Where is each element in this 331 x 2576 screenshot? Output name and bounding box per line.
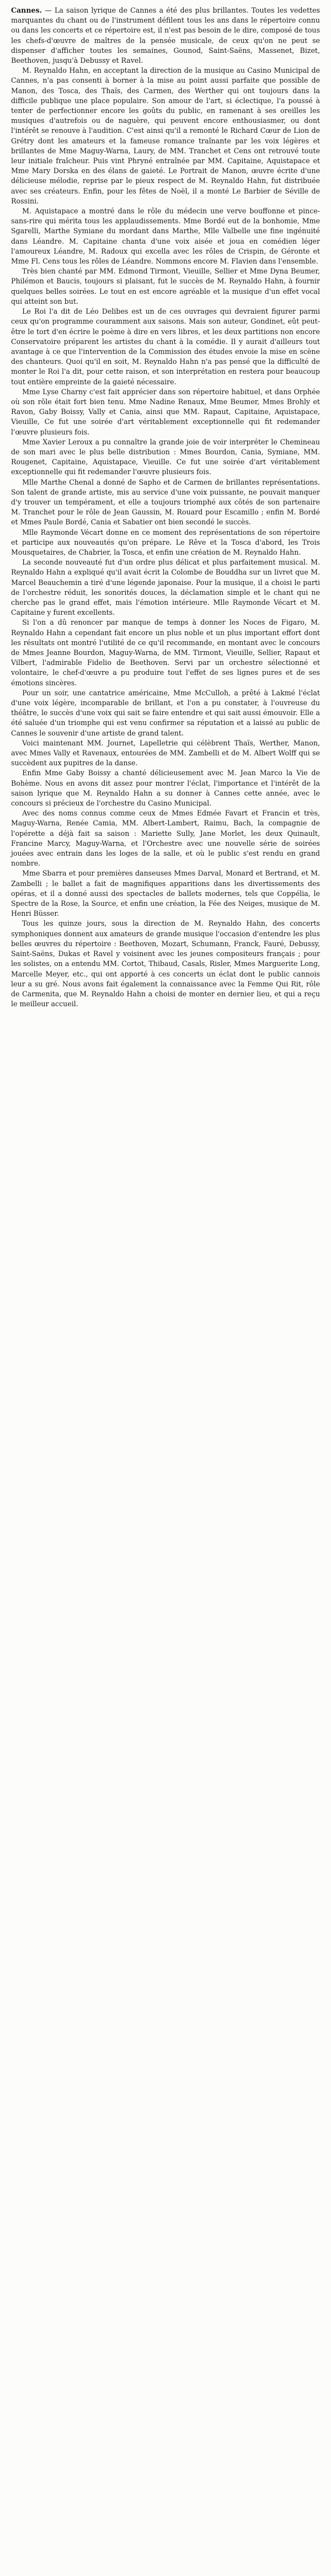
article-paragraph-14: Enfin Mme Gaby Boissy a chanté délicieusement avec M. Jean Marco la Vie de Bohème. Nous en avons dit assez pour montrer l'éclat, l'importance et l'intérêt de la saison lyrique que M. Reynaldo Hahn a su donner à Cannes cette année, avec le concours si précieux de l'orchestre du Casino Municipal.: [11, 769, 320, 808]
article-paragraph-5: Le Roi l'a dit de Léo Delibes est un de ces ouvrages qui devraient figurer parmi ceux qu'on programme couramment aux saisons. Mais son auteur, Gondinet, eût peut-être le tort d'en écrire le poème à dire en vers libres, et les deux partitions non encore Conservatoire préparent les artistes du chant à la comédie. Il y aurait d'ailleurs tout avantage à ce que l'intervention de la Commission des études envoie la mise en scène des chanteurs. Quoi qu'il en soit, M. Reynaldo Hahn n'a pas pensé que la difficulté de monter le Roi l'a dit, pour cette raison, et son interprétation en restera pour beaucoup tout entière empreinte de la gaieté nécessaire.: [11, 307, 320, 386]
article-paragraph-17: Tous les quinze jours, sous la direction de M. Reynaldo Hahn, des concerts symphoniques donnent aux amateurs de grande musique l'occasion d'entendre les plus belles œuvres du répertoire : Beethoven, Mozart, Schumann, Franck, Fauré, Debussy, Saint-Saëns, Dukas et Ravel y voisinent avec les jeunes compositeurs français ; pour les solistes, on a entendu MM. Cortot, Thibaud, Casals, Risler, Mmes Marguerite Long, Marcelle Meyer, etc., qui ont apporté à ces concerts un éclat dont le public cannois leur a su gré. Nous avons fait également la connaissance avec la Femme Qui Rit, rôle de Carmenita, que M. Reynaldo Hahn a choisi de monter en dernier lieu, et qui a reçu le meilleur accueil.: [11, 919, 320, 1008]
article-paragraph-3: M. Aquistapace a montré dans le rôle du médecin une verve bouffonne et pince-sans-rire qui mérita tous les applaudissements. Mme Bordé eut de la bonhomie, Mme Sgarelli, Marthe Symiane du mordant dans Marthe, Mlle Valbelle une fine ingénuité dans Léandre. M. Capitaine chanta d'une voix aisée et joua en comédien léger l'amoureux Léandre, M. Radoux qui excella avec les rôles de Crispin, de Géronte et Mme Fl. Cens tous les rôles de Léandre. Nommons encore M. Flavien dans l'ensemble.: [11, 207, 320, 266]
article-column: [11, 6, 320, 1009]
article-paragraph-12: Pour un soir, une cantatrice américaine, Mme McCulloh, a prêté à Lakmé l'éclat d'une voix légère, incomparable de brillant, et l'on a pu constater, à l'ouvreuse du théâtre, le succès d'une voix qui sait se faire entendre et qui sait aussi émouvoir. Elle a été saluée d'un triomphe qui est venu confirmer sa réputation et a laissé au public de Cannes le souvenir d'une artiste de grand talent.: [11, 688, 320, 737]
article-paragraph-1-text: — La saison lyrique de Cannes a été des plus brillantes. Toutes les vedettes marquantes du chant ou de l'instrument défilent tous les ans dans le répertoire connu ou dans les concerts et ce répertoire est, il n'est pas besoin de le dire, composé de tous les chefs-d'œuvre de maîtres de la pensée musicale, de ceux qu'on ne peut se dispenser d'afficher toutes les semaines, Gounod, Saint-Saëns, Massenet, Bizet, Beethoven, jusqu'à Debussy et Ravel.: [11, 6, 320, 65]
article-paragraph-10: La seconde nouveauté fut d'un ordre plus délicat et plus parfaitement musical. M. Reynaldo Hahn a expliqué qu'il avait écrit la Colombe de Bouddha sur un livret que M. Marcel Beauchemin a tiré d'une légende japonaise. Pour la musique, il a choisi le parti de l'orchestre réduit, les sonorités douces, la déclamation simple et le chant qui ne cherche pas le grand effet, mais l'émotion intérieure. Mlle Raymonde Vécart et M. Capitaine y furent excellents.: [11, 558, 320, 617]
article-paragraph-15: Avec des noms connus comme ceux de Mmes Edmée Favart et Francin et très, Maguy-Warna, Renée Camia, MM. Albert-Lambert, Raimu, Bach, la compagnie de l'opérette a déjà fait sa saison : Mariette Sully, Jane Morlet, les deux Quinault, Francine Marcy, Maguy-Warna, et l'Orchestre avec une nouvelle série de soirées jouées avec entrain dans les loges de la salle, et où le public s'est rendu en grand nombre.: [11, 809, 320, 868]
article-paragraph-4: Très bien chanté par MM. Edmond Tirmont, Vieuille, Sellier et Mme Dyna Beumer, Philémon et Baucis, toujours si plaisant, fut le succès de M. Reynaldo Hahn, à fournir quelques belles soirées. Le tout en est encore agréable et la musique d'un effet vocal qui atteint son but.: [11, 267, 320, 305]
article-paragraph-8: Mlle Marthe Chenal a donné de Sapho et de Carmen de brillantes représentations. Son talent de grande artiste, mis au service d'une voix puissante, ne pouvait manquer d'y trouver un tempérament, et elle a toujours triomphé aux côtés de son partenaire M. Tranchet pour le rôle de Jean Gaussin, M. Rouard pour Escamillo ; enfin M. Bordé et Mmes Paule Bordé, Cania et Sabatier ont bien secondé le succès.: [11, 477, 320, 527]
article-paragraph-13: Voici maintenant MM. Journet, Lapelletrie qui célèbrent Thaïs, Werther, Manon, avec Mmes Vally et Ravenaux, entourées de MM. Zambelli et de M. Albert Wolff qui se succèdent aux pupitres de la danse.: [11, 738, 320, 768]
article-paragraph-9: Mlle Raymonde Vécart donne en ce moment des représentations de son répertoire et participe aux nouveautés qu'on prépare. Le Rêve et la Tosca d'abord, les Trois Mousquetaires, de Chabrier, la Tosca, et enfin une création de M. Reynaldo Hahn.: [11, 528, 320, 556]
article-paragraph-1: [11, 6, 320, 66]
article-paragraph-16: Mme Sbarra et pour premières danseuses Mmes Darval, Monard et Bertrand, et M. Zambelli ; le ballet a fait de magnifiques apparitions dans les divertissements des opéras, et il a donné aussi des spectacles de ballets modernes, tels que Coppélia, le Spectre de la Rose, la Source, et enfin une création, la Fée des Neiges, musique de M. Henri Büsser.: [11, 869, 320, 918]
article-paragraph-6: Mme Lyse Charny c'est fait apprécier dans son répertoire habituel, et dans Orphée où son rôle était fort bien tenu. Mme Nadine Renaux, Mme Beumer, Mmes Brohly et Ravon, Gaby Boissy, Vally et Cania, ainsi que MM. Rapaut, Capitaine, Aquistapace, Vieuille, Ce fut une soirée d'art véritablement exceptionnelle qui fit redemander l'œuvre plusieurs fois.: [11, 387, 320, 436]
article-paragraph-11: Si l'on a dû renoncer par manque de temps à donner les Noces de Figaro, M. Reynaldo Hahn a cependant fait encore un plus noble et un plus important effort dont les résultats ont montré l'utilité de ce qu'il recommande, en montant avec le concours de Mmes Jeanne Bourdon, Maguy-Warna, de MM. Tirmont, Vieuille, Sellier, Rapaut et Vilbert, l'admirable Fidelio de Beethoven. Servi par un orchestre sélectionné et volontaire, le chef-d'œuvre a pu produire tout l'effet de ses lignes pures et de ses émotions sincères.: [11, 618, 320, 687]
article-paragraph-7: Mme Xavier Leroux a pu connaître la grande joie de voir interpréter le Chemineau de son mari avec le plus belle distribution : Mmes Bourdon, Cania, Symiane, MM. Rougenet, Capitaine, Aquistapace, Vieuille. Ce fut une soirée d'art véritablement exceptionnelle qui fit redemander l'œuvre plusieurs fois.: [11, 437, 320, 476]
article-lead: Cannes.: [11, 6, 42, 14]
article-paragraph-2: M. Reynaldo Hahn, en acceptant la direction de la musique au Casino Municipal de Cannes, n'a pas consenti à borner à la mise au point aussi parfaite que possible de Manon, des Tosca, des Thaïs, des Carmen, des Werther qui ont toujours dans la difficile publique une place populaire. Son amour de l'art, si éclectique, l'a poussé à tenter de perfectionner encore les goûts du public, en ramenant à ses oreilles les musiques d'autrefois ou de naguère, qui peuvent encore enthousiasmer, ou dont l'intérêt se renouve à l'audition. C'est ainsi qu'il a remonté le Richard Cœur de Lion de Grétry dont les amateurs et la fameuse romance traînante par les voix légères et brillantes de Mme Maguy-Warna, Laury, de MM. Tranchet et Cens ont retrouvé toute leur initiale fraîcheur. Puis vint Phryné entraînée par MM. Capitaine, Aquistapace et Mme Mary Dorska en des élans de gaieté. Le Portrait de Manon, œuvre écrite d'une délicieuse mélodie, reprise par le pieux respect de M. Reynaldo Hahn, fut distribuée avec ses créateurs. Enfin, pour les fêtes de Noël, il a monté Le Barbier de Séville de Rossini.: [11, 66, 320, 205]
